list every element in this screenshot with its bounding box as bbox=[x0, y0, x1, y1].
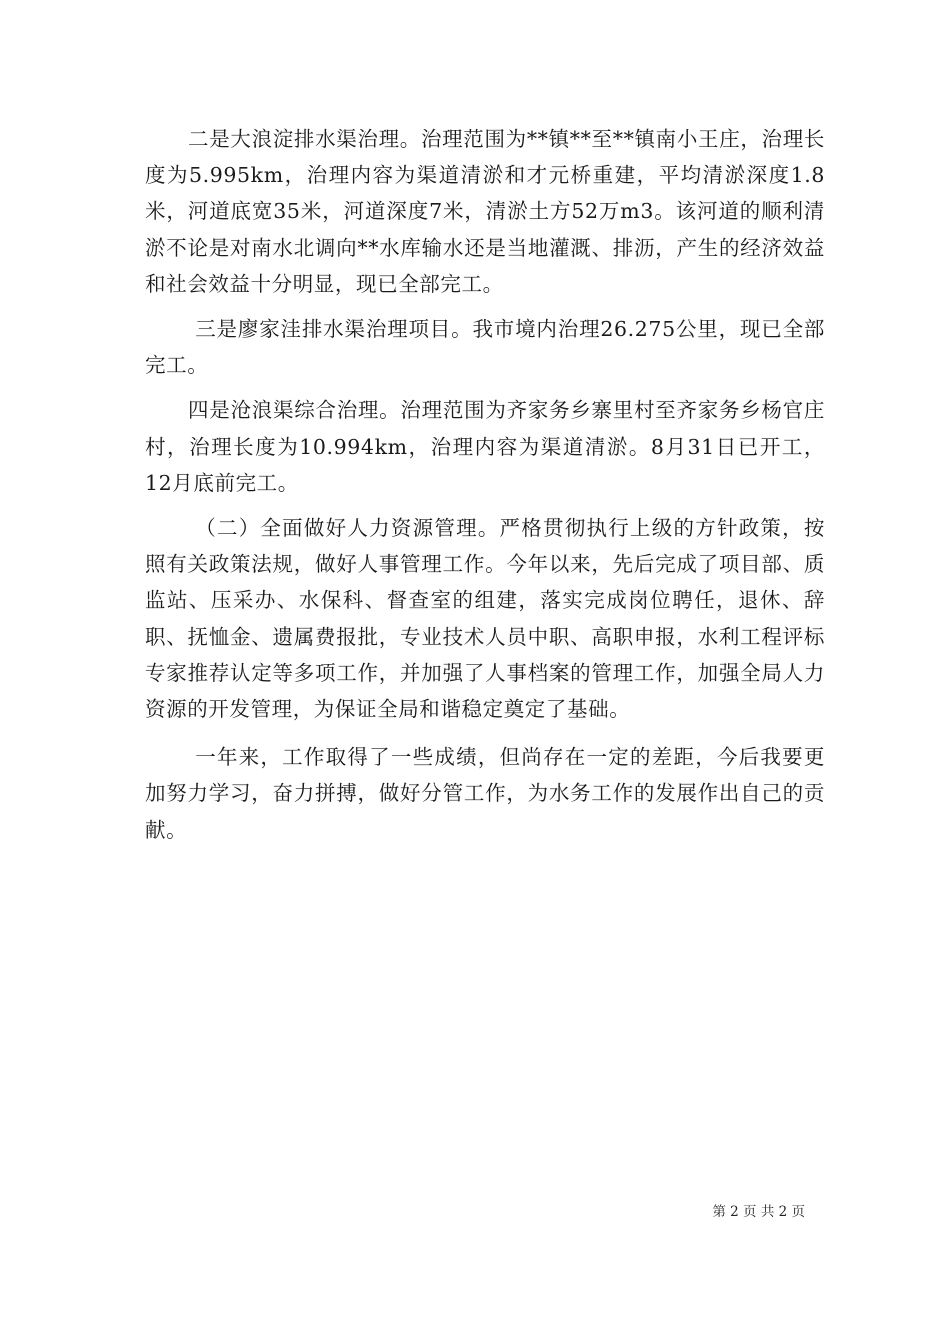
paragraph-drainage-dalangdian: 二是大浪淀排水渠治理。治理范围为**镇**至**镇南小王庄，治理长度为5.995km，治理内容为渠道清淤和才元桥重建，平均清淤深度1.8米，河道底宽35米，河道深度7米，清淤土方52万m3。该河道的顺利清淤不论是对南水北调向**水库输水还是当地灌溉、排沥，产生的经济效益和社会效益十分明显，现已全部完工。 bbox=[145, 127, 825, 296]
document-body bbox=[145, 121, 825, 848]
paragraph-conclusion: 一年来，工作取得了一些成绩，但尚存在一定的差距，今后我要更加努力学习，奋力拼搏，做好分管工作，为水务工作的发展作出自己的贡献。 bbox=[145, 745, 825, 842]
page-footer-page-number: 第 2 页 共 2 页 bbox=[712, 1204, 805, 1220]
paragraph-canglangqu: 四是沧浪渠综合治理。治理范围为齐家务乡寨里村至齐家务乡杨官庄村，治理长度为10.994km，治理内容为渠道清淤。8月31日已开工，12月底前完工。 bbox=[145, 398, 825, 495]
paragraph-drainage-liaojiawa: 三是廖家洼排水渠治理项目。我市境内治理26.275公里，现已全部完工。 bbox=[145, 317, 825, 378]
paragraph-human-resources: （二）全面做好人力资源管理。严格贯彻执行上级的方针政策，按照有关政策法规，做好人事管理工作。今年以来，先后完成了项目部、质监站、压采办、水保科、督查室的组建，落实完成岗位聘任，退休、辞职、抚恤金、遗属费报批，专业技术人员中职、高职申报，水利工程评标专家推荐认定等多项工作，并加强了人事档案的管理工作，加强全局人力资源的开发管理，为保证全局和谐稳定奠定了基础。 bbox=[145, 516, 825, 722]
